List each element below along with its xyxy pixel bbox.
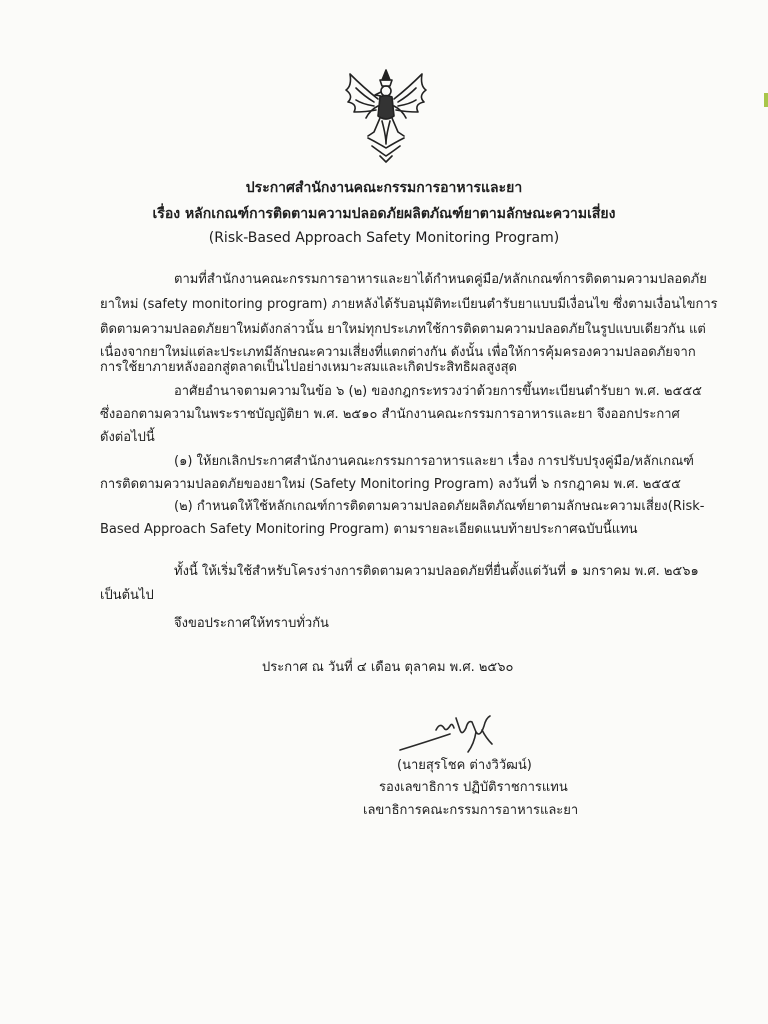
edge-marker <box>764 93 768 107</box>
paragraph-1-line-2: ยาใหม่ (safety monitoring program) ภายหลังได้รับอนุมัติทะเบียนตำรับยาแบบมีเงื่อนไข ซึ่งตามเงื่อนไขการ <box>100 297 718 312</box>
signatory-position-2: เลขาธิการคณะกรรมการอาหารและยา <box>363 803 579 818</box>
paragraph-2-line-1: อาศัยอำนาจตามความในข้อ ๖ (๒) ของกฎกระทรวงว่าด้วยการขึ้นทะเบียนตำรับยา พ.ศ. ๒๕๕๕ <box>174 384 702 399</box>
closing-statement: จึงขอประกาศให้ทราบทั่วกัน <box>174 616 329 631</box>
item-1-line-2: การติดตามความปลอดภัยของยาใหม่ (Safety Monitoring Program) ลงวันที่ ๖ กรกฎาคม พ.ศ. ๒๕๕๕ <box>100 477 681 492</box>
paragraph-3-line-2: เป็นต้นไป <box>100 588 154 603</box>
paragraph-1-line-5: การใช้ยาภายหลังออกสู่ตลาดเป็นไปอย่างเหมาะสมและเกิดประสิทธิผลสูงสุด <box>100 360 517 375</box>
paragraph-2-line-3: ดังต่อไปนี้ <box>100 430 155 445</box>
signatory-position-1: รองเลขาธิการ ปฏิบัติราชการแทน <box>379 780 568 795</box>
announcement-subject: เรื่อง หลักเกณฑ์การติดตามความปลอดภัยผลิตภัณฑ์ยาตามลักษณะความเสี่ยง <box>152 206 616 222</box>
announcement-subject-english: (Risk-Based Approach Safety Monitoring Program) <box>208 230 560 246</box>
paragraph-3-line-1: ทั้งนี้ ให้เริ่มใช้สำหรับโครงร่างการติดตามความปลอดภัยที่ยื่นตั้งแต่วันที่ ๑ มกราคม พ.ศ. ๒๕๖๑ <box>174 564 699 579</box>
paragraph-1-line-1: ตามที่สำนักงานคณะกรรมการอาหารและยาได้กำหนดคู่มือ/หลักเกณฑ์การติดตามความปลอดภัย <box>174 272 707 287</box>
paragraph-1-line-3: ติดตามความปลอดภัยยาใหม่ดังกล่าวนั้น ยาใหม่ทุกประเภทใช้การติดตามความปลอดภัยในรูปแบบเดียวกัน แต่ <box>100 322 706 337</box>
item-2-line-1: (๒) กำหนดให้ใช้หลักเกณฑ์การติดตามความปลอดภัยผลิตภัณฑ์ยาตามลักษณะความเสี่ยง(Risk- <box>174 499 705 514</box>
item-2-line-2: Based Approach Safety Monitoring Program) ตามรายละเอียดแนบท้ายประกาศฉบับนี้แทน <box>100 522 638 537</box>
paragraph-2-line-2: ซึ่งออกตามความในพระราชบัญญัติยา พ.ศ. ๒๕๑๐ สำนักงานคณะกรรมการอาหารและยา จึงออกประกาศ <box>100 407 680 422</box>
garuda-emblem-icon <box>336 66 436 166</box>
signatory-name: (นายสุรโชค ต่างวิวัฒน์) <box>397 758 532 773</box>
announcement-date: ประกาศ ณ วันที่ ๔ เดือน ตุลาคม พ.ศ. ๒๕๖๐ <box>262 660 514 675</box>
paragraph-1-line-4: เนื่องจากยาใหม่แต่ละประเภทมีลักษณะความเสี่ยงที่แตกต่างกัน ดังนั้น เพื่อให้การคุ้มครองความปลอดภัยจาก <box>100 345 696 360</box>
handwritten-signature <box>396 708 506 760</box>
item-1-line-1: (๑) ให้ยกเลิกประกาศสำนักงานคณะกรรมการอาหารและยา เรื่อง การปรับปรุงคู่มือ/หลักเกณฑ์ <box>174 454 694 469</box>
announcement-title: ประกาศสำนักงานคณะกรรมการอาหารและยา <box>245 180 523 196</box>
